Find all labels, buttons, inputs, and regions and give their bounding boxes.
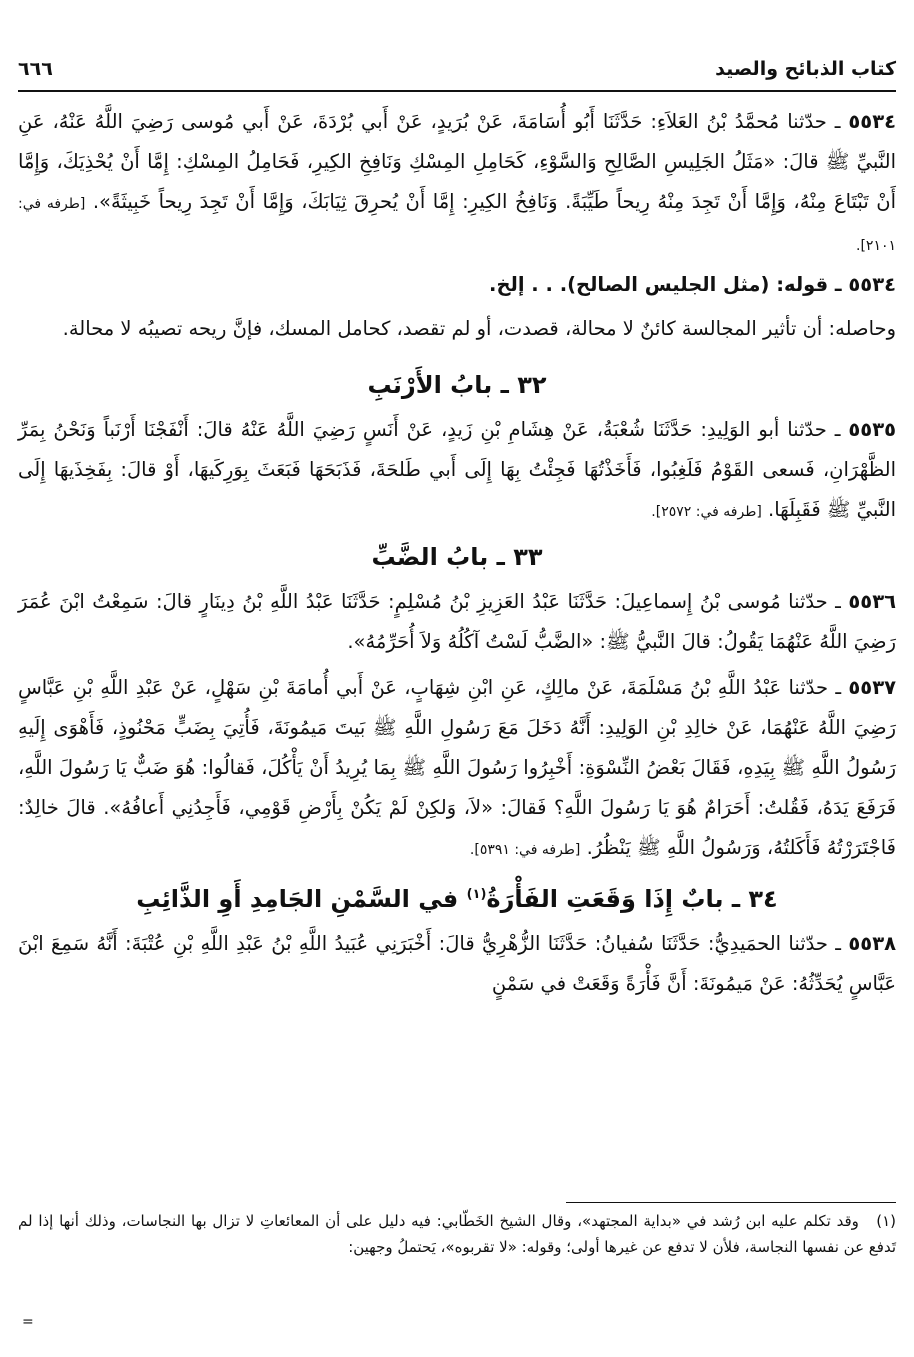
commentary-5534-text: وحاصله: أن تأثير المجالسة كائنٌ لا محالة، قصدت، أو لم تقصد، كحامل المسك، فإنَّ ريحه تصيبُه لا محالة. <box>62 317 896 340</box>
cross-reference: [طرفه في: ٢٥٧٢]. <box>651 504 762 520</box>
hadith-5536 <box>18 582 896 662</box>
hadith-text: ـ حدّثنا الحمَيدِيُّ: حَدَّثَنَا سُفيانُ: حَدَّثَنَا الزُّهْرِيُّ قالَ: أَخْبَرَنِي عُبَيدُ اللَّهِ بْنُ عَبْدِ اللَّهِ بْنِ عُتْبَةَ: أَنَّهُ سَمِعَ ابْنَ عَبَّاسٍ يُحَدِّثُهُ: عَنْ مَيمُونَةَ: أَنَّ فَأْرَةً وَقَعَتْ في سَمْنٍ <box>18 932 896 995</box>
hadith-text: ـ حدّثنا عَبْدُ اللَّهِ بْنُ مَسْلَمَةَ، عَنْ مالِكٍ، عَنِ ابْنِ شِهَابٍ، عَنْ أَبي أُمامَةَ بْنِ سَهْلٍ، عَنْ عَبْدِ اللَّهِ بْنِ عَبَّاسٍ رَضِيَ اللَّهُ عَنْهُمَا، عَنْ خالِدِ بْنِ الوَلِيدِ: أَنَّهُ دَخَلَ مَعَ رَسُولِ اللَّهِ ﷺ بَيتَ مَيمُونَةَ، فَأُتِيَ بِضَبٍّ مَحْنُوذٍ، فَأَهْوَى إِلَيهِ رَسُولُ اللَّهِ ﷺ بِيَدِهِ، فَقَالَ بَعْضُ النِّسْوَةِ: أَخْبِرُوا رَسُولَ اللَّهِ ﷺ بِمَا يُرِيدُ أَنْ يَأْكُلَ، فَقالُوا: هُوَ ضَبٌّ يَا رَسُولَ اللَّهِ، فَرَفَعَ يَدَهُ، فَقُلتُ: أَحَرَامٌ هُوَ يَا رَسُولَ اللَّهِ؟ فَقالَ: «لاَ، وَلكِنْ لَمْ يَكُنْ بِأَرْضِ قَوْمِي، فَأَجِدُنِي أَعافُهُ». قالَ خالِدٌ: فَاجْتَرَرْتُهُ فَأَكَلتُهُ، وَرَسُولُ اللَّهِ ﷺ يَنْظُرُ. <box>18 676 896 859</box>
main-text <box>18 102 896 1004</box>
hadith-number: ٥٥٣٧ <box>848 676 896 699</box>
chapter-heading-34 <box>18 870 896 924</box>
header-rule <box>18 90 896 92</box>
hadith-text: ـ حدّثنا مُوسى بْنُ إِسماعِيلَ: حَدَّثَنَا عَبْدُ العَزِيزِ بْنُ مُسْلِمٍ: حَدَّثَنَا عَبْدُ اللَّهِ بْنُ دِينَارٍ قالَ: سَمِعْتُ ابْنَ عُمَرَ رَضِيَ اللَّهُ عَنْهُمَا يَقُولُ: قالَ النَّبيُّ ﷺ: «الضَّبُّ لَسْتُ آكُلُهُ وَلاَ أُحَرِّمُهُ». <box>18 590 896 653</box>
cross-reference: [طرفه في: ٢١٠١]. <box>18 196 896 254</box>
hadith-text: ـ حدّثنا مُحمَّدُ بْنُ العَلاَءِ: حَدَّثَنَا أَبُو أُسَامَةَ، عَنْ بُرَيدٍ، عَنْ أَبي بُرْدَةَ، عَنْ أَبي مُوسى رَضِيَ اللَّهُ عَنْهُ، عَنِ النَّبيِّ ﷺ قالَ: «مَثَلُ الجَلِيسِ الصَّالِحِ وَالسَّوْءِ، كَحَامِلِ المِسْكِ وَنَافِخِ الكِيرِ، فَحَامِلُ المِسْكِ: إِمَّا أَنْ يُحْذِيَكَ، وَإِمَّا أَنْ تَبْتَاعَ مِنْهُ، وَإِمَّا أَنْ تَجِدَ مِنْهُ رِيحاً طَيِّبَةً. وَنَافِخُ الكِيرِ: إِمَّا أَنْ يُحرِقَ ثِيَابَكَ، وَإِمَّا أَنْ تَجِدَ رِيحاً خَبِيثَةً». <box>18 110 896 213</box>
footnote-1 <box>18 1208 896 1260</box>
commentary-lemma: ـ قوله: (مثل الجليس الصالح). . . إلخ. <box>489 273 849 296</box>
commentary-5534-lead <box>18 266 896 304</box>
hadith-number: ٥٥٣٦ <box>848 590 896 613</box>
footnote-number: (١) <box>876 1212 896 1230</box>
hadith-text: ـ حدّثنا أبو الوَلِيدِ: حَدَّثَنَا شُعْبَةُ، عَنْ هِشَامِ بْنِ زَيدٍ، عَنْ أَنَسٍ رَضِيَ اللَّهُ عَنْهُ قالَ: أَنْفَجْنَا أَرْنَباً وَنَحْنُ بِمَرِّ الظَّهْرَانِ، فَسعى القَوْمُ فَلَغِبُوا، فَأَخَذْتُهَا فَجِئْتُ بِهَا إِلَى أَبي طَلحَةَ، فَذَبَحَهَا فَبَعَثَ بِوَرِكَيهَا، أَوْ قالَ: بِفَخِذَيهَا إِلَى النَّبيِّ ﷺ فَقَبِلَهَا. <box>18 418 896 521</box>
chapter-heading-32: ٣٢ ـ بابُ الأَرْنَبِ <box>367 371 547 399</box>
page-number: ٦٦٦ <box>18 58 53 80</box>
cross-reference: [طرفه في: ٥٣٩١]. <box>469 842 581 858</box>
chapter-title-part2: في السَّمْنِ الجَامِدِ أَوِ الذَّائِبِ <box>136 885 467 913</box>
hadith-5537 <box>18 668 896 870</box>
hadith-number: ٥٥٣٨ <box>848 932 896 955</box>
hadith-5535 <box>18 410 896 532</box>
page-header <box>18 58 896 88</box>
chapter-heading-33: ٣٣ ـ بابُ الضَّبِّ <box>371 543 543 571</box>
footnote-text: وقد تكلم عليه ابن رُشد في «بداية المجتهد»، وقال الشيخ الخَطّابي: فيه دليل على أن المعائعاتِ لا تزال بها النجاسات، وذلك أنها إذا لم تَدفع عن نفسها النجاسة، فلأن لا تدفع عن غيرها أولى؛ وقوله: «لا تقربوه»، يَحتملُ وجهين: <box>18 1212 896 1256</box>
continuation-mark: = <box>22 1314 34 1330</box>
hadith-number: ٥٥٣٥ <box>848 418 896 441</box>
hadith-5534 <box>18 102 896 266</box>
hadith-5538 <box>18 924 896 1004</box>
commentary-number: ٥٥٣٤ <box>848 273 896 296</box>
chapter-title-part1: ٣٤ ـ بابٌ إِذَا وَقَعَتِ الفَأْرَةُ <box>486 885 778 913</box>
footnote-marker: (١) <box>466 887 487 902</box>
hadith-number: ٥٥٣٤ <box>848 110 896 133</box>
book-title: كتاب الذبائح والصيد <box>715 58 896 80</box>
footnotes <box>18 1208 896 1260</box>
footnote-rule <box>566 1202 896 1203</box>
